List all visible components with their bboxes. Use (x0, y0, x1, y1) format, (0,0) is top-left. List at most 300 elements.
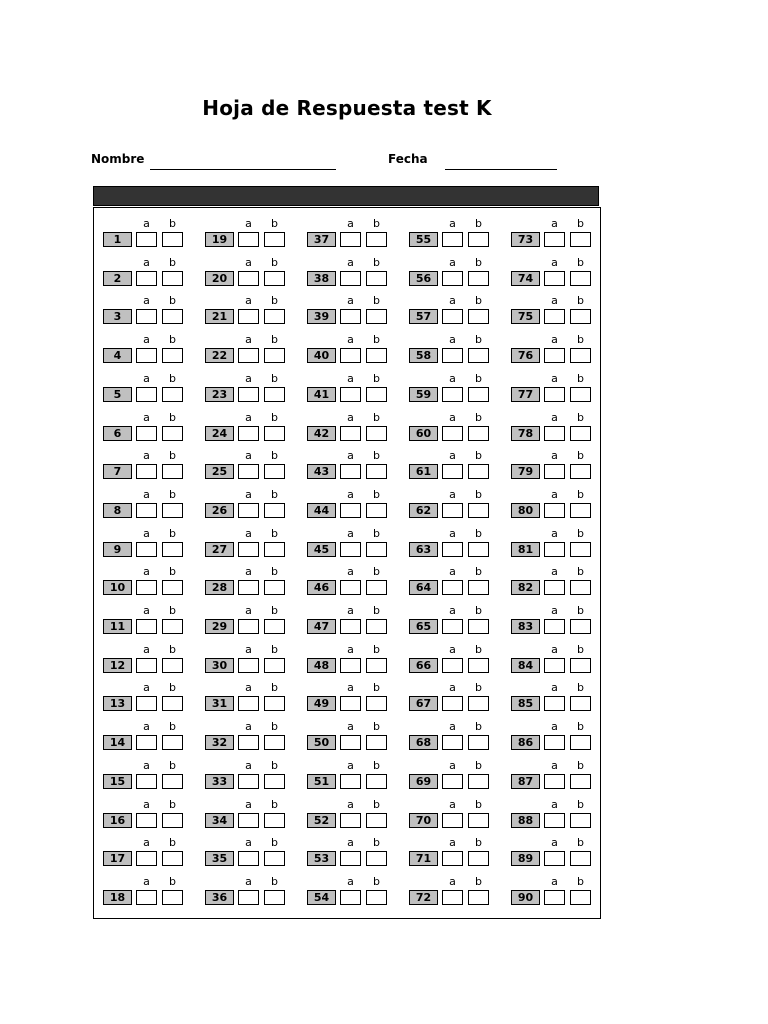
answer-box-b[interactable] (264, 735, 285, 750)
option-a-label: a (347, 798, 354, 811)
answer-box-b[interactable] (570, 580, 591, 595)
answer-box-a[interactable] (442, 735, 463, 750)
answer-box-b[interactable] (264, 813, 285, 828)
answer-box-a[interactable] (136, 696, 157, 711)
answer-box-b[interactable] (468, 619, 489, 634)
answer-box-a[interactable] (136, 271, 157, 286)
question-number: 19 (205, 232, 234, 247)
question-number: 89 (511, 851, 540, 866)
answer-box-b[interactable] (468, 271, 489, 286)
question-row (103, 255, 193, 291)
question-row (307, 487, 397, 523)
answer-box-b[interactable] (366, 658, 387, 673)
answer-box-b[interactable] (468, 232, 489, 247)
option-b-label: b (475, 565, 482, 578)
answer-box-a[interactable] (340, 658, 361, 673)
answer-box-a[interactable] (136, 774, 157, 789)
page-title: Hoja de Respuesta test K (202, 96, 492, 120)
option-a-label: a (347, 875, 354, 888)
answer-box-a[interactable] (544, 580, 565, 595)
answer-box-b[interactable] (468, 348, 489, 363)
option-b-label: b (271, 798, 278, 811)
question-number: 75 (511, 309, 540, 324)
question-number: 35 (205, 851, 234, 866)
option-b-label: b (271, 875, 278, 888)
question-row (511, 719, 601, 755)
question-row (103, 216, 193, 252)
answer-box-a[interactable] (238, 348, 259, 363)
question-number: 71 (409, 851, 438, 866)
answer-box-a[interactable] (544, 735, 565, 750)
option-b-label: b (577, 333, 584, 346)
option-b-label: b (373, 217, 380, 230)
question-row (307, 680, 397, 716)
option-a-label: a (143, 217, 150, 230)
answer-box-b[interactable] (366, 542, 387, 557)
answer-box-b[interactable] (264, 309, 285, 324)
answer-box-a[interactable] (238, 658, 259, 673)
answer-box-b[interactable] (162, 426, 183, 441)
answer-box-b[interactable] (570, 426, 591, 441)
question-row (409, 603, 499, 639)
answer-box-b[interactable] (366, 619, 387, 634)
answer-box-b[interactable] (468, 503, 489, 518)
answer-box-b[interactable] (264, 232, 285, 247)
answer-box-b[interactable] (570, 387, 591, 402)
option-b-label: b (373, 798, 380, 811)
answer-box-b[interactable] (366, 851, 387, 866)
answer-box-a[interactable] (340, 619, 361, 634)
answer-box-b[interactable] (162, 271, 183, 286)
answer-box-b[interactable] (570, 696, 591, 711)
answer-box-a[interactable] (544, 619, 565, 634)
answer-box-a[interactable] (442, 619, 463, 634)
answer-box-b[interactable] (570, 232, 591, 247)
answer-box-a[interactable] (136, 619, 157, 634)
answer-box-a[interactable] (442, 580, 463, 595)
question-number: 87 (511, 774, 540, 789)
question-row (307, 448, 397, 484)
option-a-label: a (245, 294, 252, 307)
option-a-label: a (347, 488, 354, 501)
answer-box-a[interactable] (238, 619, 259, 634)
question-number: 63 (409, 542, 438, 557)
answer-box-b[interactable] (366, 503, 387, 518)
answer-box-a[interactable] (340, 348, 361, 363)
answer-box-b[interactable] (366, 232, 387, 247)
question-row (511, 642, 601, 678)
question-number: 86 (511, 735, 540, 750)
option-a-label: a (143, 333, 150, 346)
answer-box-a[interactable] (442, 387, 463, 402)
answer-box-b[interactable] (366, 774, 387, 789)
answer-box-b[interactable] (468, 658, 489, 673)
option-b-label: b (169, 294, 176, 307)
question-row (205, 526, 295, 562)
answer-box-a[interactable] (544, 503, 565, 518)
answer-box-a[interactable] (238, 735, 259, 750)
option-b-label: b (373, 681, 380, 694)
answer-box-b[interactable] (570, 774, 591, 789)
answer-box-b[interactable] (162, 580, 183, 595)
option-b-label: b (577, 256, 584, 269)
answer-box-a[interactable] (442, 813, 463, 828)
answer-box-a[interactable] (442, 232, 463, 247)
option-b-label: b (169, 488, 176, 501)
answer-box-a[interactable] (136, 542, 157, 557)
question-number: 74 (511, 271, 540, 286)
answer-box-a[interactable] (442, 851, 463, 866)
answer-box-a[interactable] (136, 580, 157, 595)
answer-box-a[interactable] (136, 387, 157, 402)
answer-box-b[interactable] (264, 774, 285, 789)
answer-box-b[interactable] (366, 387, 387, 402)
answer-box-b[interactable] (162, 387, 183, 402)
answer-box-a[interactable] (340, 890, 361, 905)
answer-box-b[interactable] (570, 464, 591, 479)
answer-box-b[interactable] (468, 542, 489, 557)
answer-box-b[interactable] (366, 890, 387, 905)
answer-box-a[interactable] (442, 658, 463, 673)
question-number: 24 (205, 426, 234, 441)
answer-box-b[interactable] (162, 348, 183, 363)
option-a-label: a (245, 333, 252, 346)
answer-box-b[interactable] (162, 658, 183, 673)
question-number: 55 (409, 232, 438, 247)
answer-box-b[interactable] (468, 735, 489, 750)
answer-box-b[interactable] (468, 851, 489, 866)
option-b-label: b (271, 488, 278, 501)
answer-box-b[interactable] (366, 580, 387, 595)
option-a-label: a (347, 681, 354, 694)
question-number: 4 (103, 348, 132, 363)
option-a-label: a (551, 798, 558, 811)
answer-box-b[interactable] (264, 890, 285, 905)
question-number: 5 (103, 387, 132, 402)
option-a-label: a (143, 449, 150, 462)
answer-box-b[interactable] (366, 696, 387, 711)
answer-box-a[interactable] (442, 696, 463, 711)
answer-box-b[interactable] (264, 851, 285, 866)
answer-box-a[interactable] (238, 232, 259, 247)
question-number: 84 (511, 658, 540, 673)
answer-box-a[interactable] (544, 890, 565, 905)
answer-box-a[interactable] (136, 426, 157, 441)
answer-box-a[interactable] (136, 232, 157, 247)
answer-box-a[interactable] (136, 851, 157, 866)
option-b-label: b (373, 604, 380, 617)
option-a-label: a (143, 604, 150, 617)
answer-box-b[interactable] (468, 813, 489, 828)
option-a-label: a (551, 488, 558, 501)
answer-box-a[interactable] (340, 696, 361, 711)
question-number: 27 (205, 542, 234, 557)
answer-box-a[interactable] (136, 309, 157, 324)
answer-box-b[interactable] (468, 580, 489, 595)
answer-box-a[interactable] (544, 813, 565, 828)
option-a-label: a (143, 875, 150, 888)
answer-box-a[interactable] (136, 813, 157, 828)
answer-box-b[interactable] (570, 890, 591, 905)
answer-box-b[interactable] (570, 309, 591, 324)
answer-box-a[interactable] (340, 851, 361, 866)
answer-box-a[interactable] (136, 890, 157, 905)
answer-box-b[interactable] (366, 309, 387, 324)
date-field[interactable] (445, 169, 557, 170)
answer-box-a[interactable] (442, 503, 463, 518)
answer-box-a[interactable] (544, 542, 565, 557)
option-a-label: a (245, 565, 252, 578)
option-b-label: b (475, 720, 482, 733)
answer-box-a[interactable] (136, 658, 157, 673)
question-row (103, 797, 193, 833)
answer-box-b[interactable] (264, 658, 285, 673)
answer-box-b[interactable] (468, 426, 489, 441)
answer-box-b[interactable] (468, 464, 489, 479)
question-number: 23 (205, 387, 234, 402)
answer-box-a[interactable] (442, 542, 463, 557)
option-b-label: b (169, 720, 176, 733)
question-number: 83 (511, 619, 540, 634)
answer-box-b[interactable] (162, 813, 183, 828)
answer-box-b[interactable] (264, 464, 285, 479)
answer-box-b[interactable] (162, 464, 183, 479)
answer-box-a[interactable] (544, 232, 565, 247)
answer-box-a[interactable] (544, 271, 565, 286)
answer-box-b[interactable] (162, 542, 183, 557)
option-b-label: b (271, 333, 278, 346)
answer-box-a[interactable] (238, 542, 259, 557)
answer-box-b[interactable] (264, 580, 285, 595)
answer-box-b[interactable] (468, 890, 489, 905)
option-a-label: a (551, 294, 558, 307)
answer-box-a[interactable] (442, 774, 463, 789)
answer-box-a[interactable] (340, 580, 361, 595)
answer-box-b[interactable] (366, 271, 387, 286)
question-row (511, 371, 601, 407)
question-row (307, 332, 397, 368)
answer-box-b[interactable] (162, 309, 183, 324)
answer-box-a[interactable] (544, 658, 565, 673)
answer-box-b[interactable] (162, 851, 183, 866)
answer-box-b[interactable] (570, 813, 591, 828)
answer-box-b[interactable] (570, 619, 591, 634)
option-a-label: a (143, 294, 150, 307)
question-row (103, 680, 193, 716)
answer-box-a[interactable] (340, 271, 361, 286)
answer-box-b[interactable] (264, 426, 285, 441)
answer-box-a[interactable] (544, 851, 565, 866)
answer-box-a[interactable] (442, 426, 463, 441)
option-b-label: b (577, 604, 584, 617)
option-b-label: b (373, 294, 380, 307)
answer-box-b[interactable] (570, 735, 591, 750)
answer-box-a[interactable] (442, 309, 463, 324)
question-row (103, 642, 193, 678)
option-a-label: a (347, 720, 354, 733)
answer-box-b[interactable] (162, 774, 183, 789)
option-a-label: a (551, 333, 558, 346)
answer-box-b[interactable] (162, 232, 183, 247)
answer-box-a[interactable] (238, 387, 259, 402)
question-row (409, 526, 499, 562)
option-b-label: b (169, 875, 176, 888)
answer-box-a[interactable] (340, 774, 361, 789)
answer-box-a[interactable] (238, 309, 259, 324)
question-number: 78 (511, 426, 540, 441)
answer-box-a[interactable] (136, 464, 157, 479)
question-row (409, 293, 499, 329)
answer-box-b[interactable] (162, 619, 183, 634)
option-a-label: a (245, 604, 252, 617)
question-row (511, 293, 601, 329)
question-number: 61 (409, 464, 438, 479)
answer-box-a[interactable] (238, 696, 259, 711)
answer-box-a[interactable] (238, 580, 259, 595)
answer-box-a[interactable] (544, 696, 565, 711)
answer-box-b[interactable] (264, 619, 285, 634)
answer-box-a[interactable] (442, 464, 463, 479)
answer-box-b[interactable] (570, 503, 591, 518)
answer-box-b[interactable] (570, 271, 591, 286)
answer-box-b[interactable] (264, 503, 285, 518)
answer-box-a[interactable] (544, 348, 565, 363)
option-a-label: a (551, 681, 558, 694)
answer-box-b[interactable] (162, 696, 183, 711)
answer-box-b[interactable] (570, 348, 591, 363)
option-a-label: a (449, 449, 456, 462)
question-row (205, 797, 295, 833)
question-row (307, 526, 397, 562)
answer-box-b[interactable] (366, 735, 387, 750)
answer-box-b[interactable] (162, 890, 183, 905)
answer-box-a[interactable] (340, 735, 361, 750)
answer-box-b[interactable] (264, 348, 285, 363)
option-a-label: a (449, 488, 456, 501)
answer-box-a[interactable] (442, 890, 463, 905)
answer-box-b[interactable] (264, 696, 285, 711)
answer-box-b[interactable] (468, 387, 489, 402)
answer-box-b[interactable] (570, 542, 591, 557)
question-row (511, 564, 601, 600)
answer-box-a[interactable] (544, 387, 565, 402)
answer-box-a[interactable] (340, 387, 361, 402)
option-a-label: a (347, 372, 354, 385)
option-a-label: a (347, 256, 354, 269)
answer-box-b[interactable] (570, 658, 591, 673)
question-row (103, 410, 193, 446)
answer-box-b[interactable] (468, 696, 489, 711)
question-number: 10 (103, 580, 132, 595)
answer-box-a[interactable] (340, 503, 361, 518)
option-a-label: a (347, 565, 354, 578)
question-row (307, 758, 397, 794)
option-b-label: b (169, 372, 176, 385)
answer-box-b[interactable] (162, 735, 183, 750)
option-b-label: b (475, 798, 482, 811)
question-row (307, 216, 397, 252)
answer-box-a[interactable] (340, 309, 361, 324)
option-a-label: a (143, 256, 150, 269)
answer-box-a[interactable] (544, 774, 565, 789)
option-a-label: a (347, 333, 354, 346)
answer-box-b[interactable] (366, 426, 387, 441)
answer-box-a[interactable] (442, 271, 463, 286)
answer-box-a[interactable] (136, 735, 157, 750)
option-a-label: a (245, 798, 252, 811)
question-row (205, 255, 295, 291)
answer-box-a[interactable] (238, 851, 259, 866)
answer-box-a[interactable] (340, 813, 361, 828)
option-a-label: a (551, 527, 558, 540)
answer-box-b[interactable] (468, 774, 489, 789)
question-number: 53 (307, 851, 336, 866)
name-field[interactable] (150, 169, 336, 170)
option-a-label: a (347, 643, 354, 656)
answer-box-a[interactable] (238, 426, 259, 441)
answer-box-b[interactable] (162, 503, 183, 518)
option-a-label: a (449, 294, 456, 307)
answer-box-a[interactable] (238, 464, 259, 479)
question-number: 76 (511, 348, 540, 363)
option-b-label: b (169, 759, 176, 772)
option-a-label: a (449, 256, 456, 269)
answer-box-b[interactable] (264, 542, 285, 557)
answer-box-a[interactable] (442, 348, 463, 363)
option-b-label: b (271, 294, 278, 307)
option-b-label: b (577, 759, 584, 772)
answer-box-a[interactable] (544, 309, 565, 324)
option-b-label: b (373, 372, 380, 385)
question-number: 22 (205, 348, 234, 363)
answer-box-b[interactable] (570, 851, 591, 866)
answer-box-a[interactable] (136, 503, 157, 518)
answer-box-a[interactable] (544, 426, 565, 441)
answer-box-a[interactable] (136, 348, 157, 363)
answer-box-a[interactable] (544, 464, 565, 479)
question-number: 33 (205, 774, 234, 789)
question-row (511, 410, 601, 446)
answer-box-b[interactable] (366, 464, 387, 479)
question-number: 79 (511, 464, 540, 479)
answer-box-a[interactable] (340, 542, 361, 557)
option-b-label: b (475, 604, 482, 617)
answer-box-a[interactable] (238, 813, 259, 828)
question-number: 13 (103, 696, 132, 711)
answer-box-b[interactable] (468, 309, 489, 324)
answer-box-b[interactable] (366, 813, 387, 828)
question-row (409, 564, 499, 600)
question-row (409, 371, 499, 407)
answer-box-a[interactable] (340, 426, 361, 441)
question-number: 62 (409, 503, 438, 518)
option-a-label: a (347, 836, 354, 849)
answer-box-b[interactable] (264, 387, 285, 402)
answer-box-a[interactable] (340, 232, 361, 247)
answer-box-a[interactable] (238, 774, 259, 789)
answer-box-a[interactable] (238, 890, 259, 905)
answer-box-a[interactable] (340, 464, 361, 479)
answer-box-a[interactable] (238, 271, 259, 286)
option-b-label: b (271, 372, 278, 385)
option-a-label: a (449, 798, 456, 811)
answer-box-a[interactable] (238, 503, 259, 518)
option-b-label: b (475, 217, 482, 230)
answer-box-b[interactable] (366, 348, 387, 363)
question-number: 38 (307, 271, 336, 286)
option-b-label: b (475, 836, 482, 849)
answer-box-b[interactable] (264, 271, 285, 286)
